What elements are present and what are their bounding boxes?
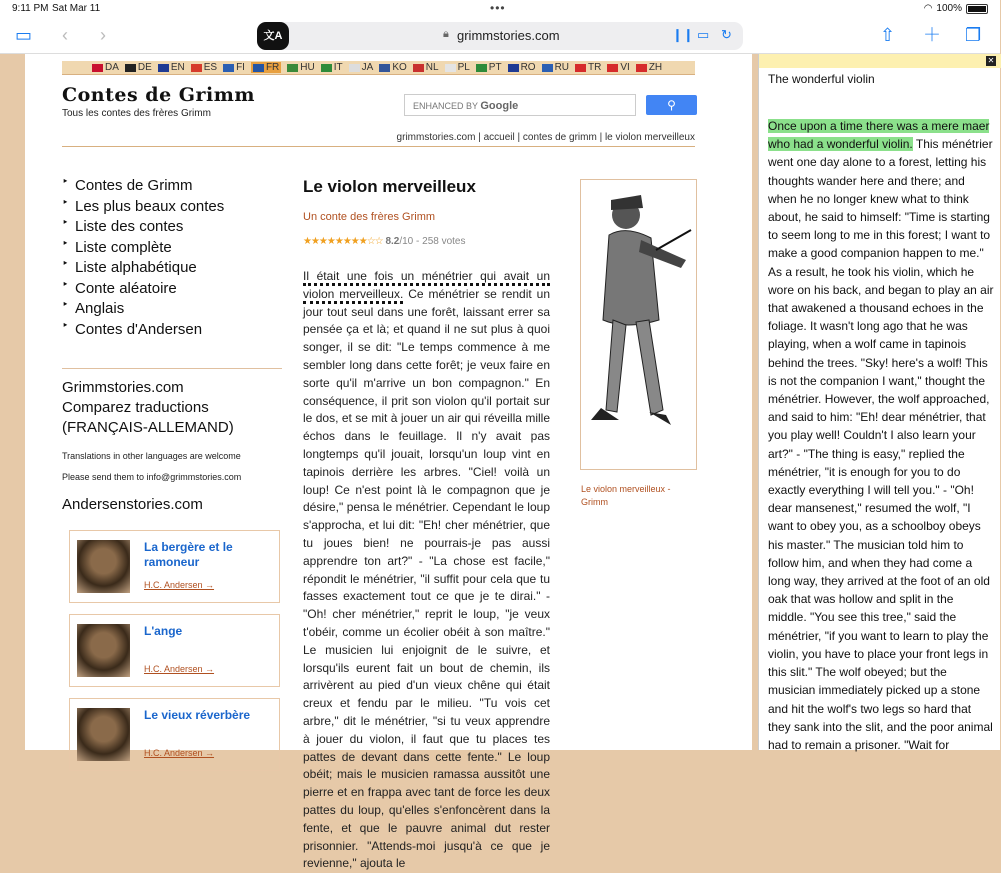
nav-list [62,177,282,341]
translation-pane [758,54,1000,750]
language-link-de[interactable] [125,62,152,73]
language-link-pl[interactable] [445,62,470,73]
andersen-site[interactable]: Andersenstories.com [62,496,203,513]
browser-toolbar [0,18,1000,54]
reload-icon[interactable]: ↻ [721,27,732,42]
language-link-en[interactable] [158,62,185,73]
nav-item[interactable]: ‣ Anglais [62,300,282,321]
compare-line1[interactable]: Comparez traductions [62,399,209,416]
flag-icon [636,64,647,72]
translation-title: The wonderful violin [768,72,875,86]
language-link-vi[interactable] [607,62,629,73]
language-code: JA [361,62,374,73]
flag-icon [476,64,487,72]
site-name[interactable]: Grimmstories.com [62,379,184,396]
language-link-ja[interactable] [349,62,374,73]
status-right [924,3,988,14]
language-code: DE [137,62,152,73]
story-subtitle: Un conte des frères Grimm [303,211,436,223]
language-code: ZH [648,62,663,73]
flag-icon [92,64,103,72]
card-author[interactable]: H.C. Andersen → [144,748,215,758]
story-text [303,268,550,873]
language-link-ko[interactable] [379,62,406,73]
rating-votes: /10 - 258 votes [399,236,466,247]
compare-line2[interactable]: (FRANÇAIS-ALLEMAND) [62,419,234,436]
status-date: Sat Mar 11 [52,3,101,14]
language-code: HU [300,62,315,73]
flag-icon [125,64,136,72]
language-link-ru[interactable] [542,62,569,73]
back-icon[interactable]: ‹ [62,25,68,45]
url-text[interactable]: grimmstories.com [457,28,560,43]
search-button[interactable] [646,95,697,115]
flag-icon [542,64,553,72]
reader-icon[interactable]: ▭ [697,27,710,42]
andersen-portrait [77,624,130,677]
language-link-fr[interactable] [251,62,281,73]
flag-icon [413,64,424,72]
language-code: PL [457,62,470,73]
divider [62,368,282,369]
language-code: EN [170,62,185,73]
language-code: PT [488,62,502,73]
nav-item[interactable]: ‣ Liste complète [62,239,282,260]
site-logo[interactable]: Contes de Grimm [62,84,255,106]
language-code: FI [236,62,245,73]
language-link-da[interactable] [92,62,119,73]
nav-item[interactable]: ‣ Conte aléatoire [62,280,282,301]
story-highlight: Il était une fois un ménétrier qui avait un violon merveilleux. [303,269,550,304]
translations-note: Translations in other languages are welcome [62,451,241,461]
story-card[interactable] [69,698,280,771]
status-bar [0,0,1000,18]
story-card[interactable] [69,530,280,603]
card-title[interactable]: La bergère et le ramoneur [144,540,233,569]
language-link-it[interactable] [321,62,343,73]
language-link-hu[interactable] [287,62,314,73]
translation-pane-topbar [759,54,1001,68]
battery-icon [966,4,988,14]
language-link-pt[interactable] [476,62,502,73]
flag-icon [575,64,586,72]
translation-highlight: Once upon a time there was a mere maer who had a wonderful violin. [768,119,990,152]
address-bar[interactable] [257,22,743,50]
language-link-zh[interactable] [636,62,662,73]
language-code: VI [620,62,630,73]
battery-percent: 100% [936,3,962,14]
tabs-overview-icon[interactable]: ❐ [965,25,982,45]
flag-icon [158,64,169,72]
forward-icon[interactable]: › [100,25,106,45]
flag-icon [253,64,264,72]
breadcrumb[interactable]: grimmstories.com | accueil | contes de grimm | le violon merveilleux [62,132,695,147]
web-page [25,54,752,871]
card-title[interactable]: L'ange [144,624,183,638]
language-link-es[interactable] [191,62,217,73]
multitasking-dots-icon[interactable]: ••• [490,1,506,15]
language-code: TR [588,62,602,73]
pause-icon[interactable]: ❙❙ [672,27,694,42]
share-icon[interactable]: ⇧ [880,25,896,45]
language-code: NL [425,62,439,73]
language-code: RO [520,62,536,73]
story-card[interactable] [69,614,280,687]
nav-item[interactable]: ‣ Liste alphabétique [62,259,282,280]
violinist-drawing [581,180,696,469]
sidebar-toggle-icon[interactable]: ▭ [15,25,33,45]
nav-item[interactable]: ‣ Contes de Grimm [62,177,282,198]
flag-icon [349,64,360,72]
language-bar [62,61,695,75]
search-icon: ⚲ [667,98,676,112]
flag-icon [321,64,332,72]
rating-score: 8.2 [385,236,400,247]
translation-text [768,117,994,754]
rating-stars-icon[interactable]: ★★★★★★★★☆☆ [303,236,383,247]
language-code: IT [333,62,343,73]
story-rating[interactable] [303,236,466,247]
language-link-fi[interactable] [223,62,245,73]
translation-body: This ménétrier went one day alone to a forest, letting his thoughts wander here and there; and when he no longer knew what to think about, he said to himself: "Time is starting to seem long to me in this forest; I want to make a good companion happen to me." As a result, he took his violin, which he wore on his back, and began to play an air that awakened a thousand echoes in the foliage. It wasn't long ago that he was playing, when a wolf came in tapinois behind the trees. "Sky! here's a wolf! This is not the companion I want," thought the ménétrier. However, the wolf approached, and said to him: "Eh! dear ménétrier, that you play well! Couldn't I also learn your art?" - "The thing is easy," replied the ménétrier, "it is enough for you to do exactly everything I will tell you." - "Oh! dear mansenest," resumed the wolf, "I want to obey you, as a schoolboy obeys his master." The musician told him to follow him, and when they had come a long way, they arrived at the foot of an old oak that was hollow and split in the middle. "You see this tree," said the ménétrier, "if you want to learn to play the violin, you have to place your front legs in this slit." The wolf obeyed; but the musician immediately picked up a stone and hit the wolf's two legs so hard that they sank into the slit, and the poor animal had to remain a prisoner. "Wait for [768,137,994,752]
story-content [303,177,551,871]
search-input[interactable]: ENHANCED BY Google [404,94,636,116]
language-link-tr[interactable] [575,62,601,73]
flag-icon [223,64,234,72]
language-code: ES [203,62,218,73]
andersen-portrait [77,708,130,761]
status-time: 9:11 PM [12,3,49,14]
close-icon[interactable]: ✕ [987,56,995,65]
card-title[interactable]: Le vieux réverbère [144,708,251,722]
language-code: DA [105,62,119,73]
card-author[interactable]: H.C. Andersen → [144,580,215,590]
language-code: KO [392,62,407,73]
new-tab-icon[interactable]: ＋ [923,25,941,45]
flag-icon [508,64,519,72]
translate-icon[interactable]: 文A [257,22,289,50]
wifi-icon: ◠ [923,3,933,14]
flag-icon [287,64,298,72]
left-sidebar [62,177,282,515]
send-note: Please send them to info@grimmstories.com [62,472,242,482]
nav-item[interactable]: ‣ Contes d'Andersen [62,321,282,342]
flag-icon [445,64,456,72]
language-code: FR [265,62,280,73]
nav-item[interactable]: ‣ Liste des contes [62,218,282,239]
language-code: RU [554,62,570,73]
story-title: Le violon merveilleux [303,177,476,196]
flag-icon [191,64,202,72]
flag-icon [379,64,390,72]
illustration-caption[interactable]: Le violon merveilleux - Grimm [581,484,671,507]
violinist-illustration [580,179,697,507]
flag-icon [607,64,618,72]
language-link-ro[interactable] [508,62,536,73]
andersen-portrait [77,540,130,593]
site-tagline: Tous les contes des frères Grimm [62,108,211,119]
language-link-nl[interactable] [413,62,439,73]
nav-item[interactable]: ‣ Les plus beaux contes [62,198,282,219]
lock-icon: 🔒︎ [443,28,449,40]
story-body: Ce ménétrier se rendit un jour tout seul dans une forêt, laissant errer sa pensée ça et là; et quand il ne sut plus à quoi songer, il se dit: "Le temps commence à me sembler long dans cette forêt; je veux faire en sorte qu'il m'arrive un bon compagnon." En conséquence, il prit son violon qu'il portait sur le dos, et se mit à jouer un air qui réveilla mille échos dans le feuillage. Il n'y avait pas longtemps qu'il jouait, lorsqu'un loup vint en tapinois derrière les arbres. "Ciel! voilà un loup! Ce n'est point là le compagnon que je désire," pensa le ménétrier. Cependant le loup s'approcha, et lui dit: "Eh! cher ménétrier, que tu joues bien! ne pourrais-je pas aussi apprendre ton art?" - "La chose est facile," répondit le ménétrier, "il suffit pour cela que tu fasses exactement tout ce que je te dirai." - "Oh! cher ménétrier," reprit le loup, "je veux t'obéir, comme un écolier obéit à son maître." Le musicien lui enjoignit de le suivre, et lorsqu'ils eurent fait un bout de chemin, ils arrivèrent au pied d'un vieux chêne qui était creux et fendu par le milieu. "Tu vois cet arbre," dit le ménétrier, "si tu veux apprendre à jouer du violon, il faut que tu places tes pattes de devant dans cette fente." Le loup obéit; mais le musicien ramassa aussitôt une pierre et en frappa avec tant de force les deux pattes du loup, qu'elles s'enfoncèrent dans la fente, et que le pauvre animal dut rester prisonnier. "Attends-moi jusqu'à ce que je revienne," ajouta le [303,286,551,871]
card-author[interactable]: H.C. Andersen → [144,664,215,674]
